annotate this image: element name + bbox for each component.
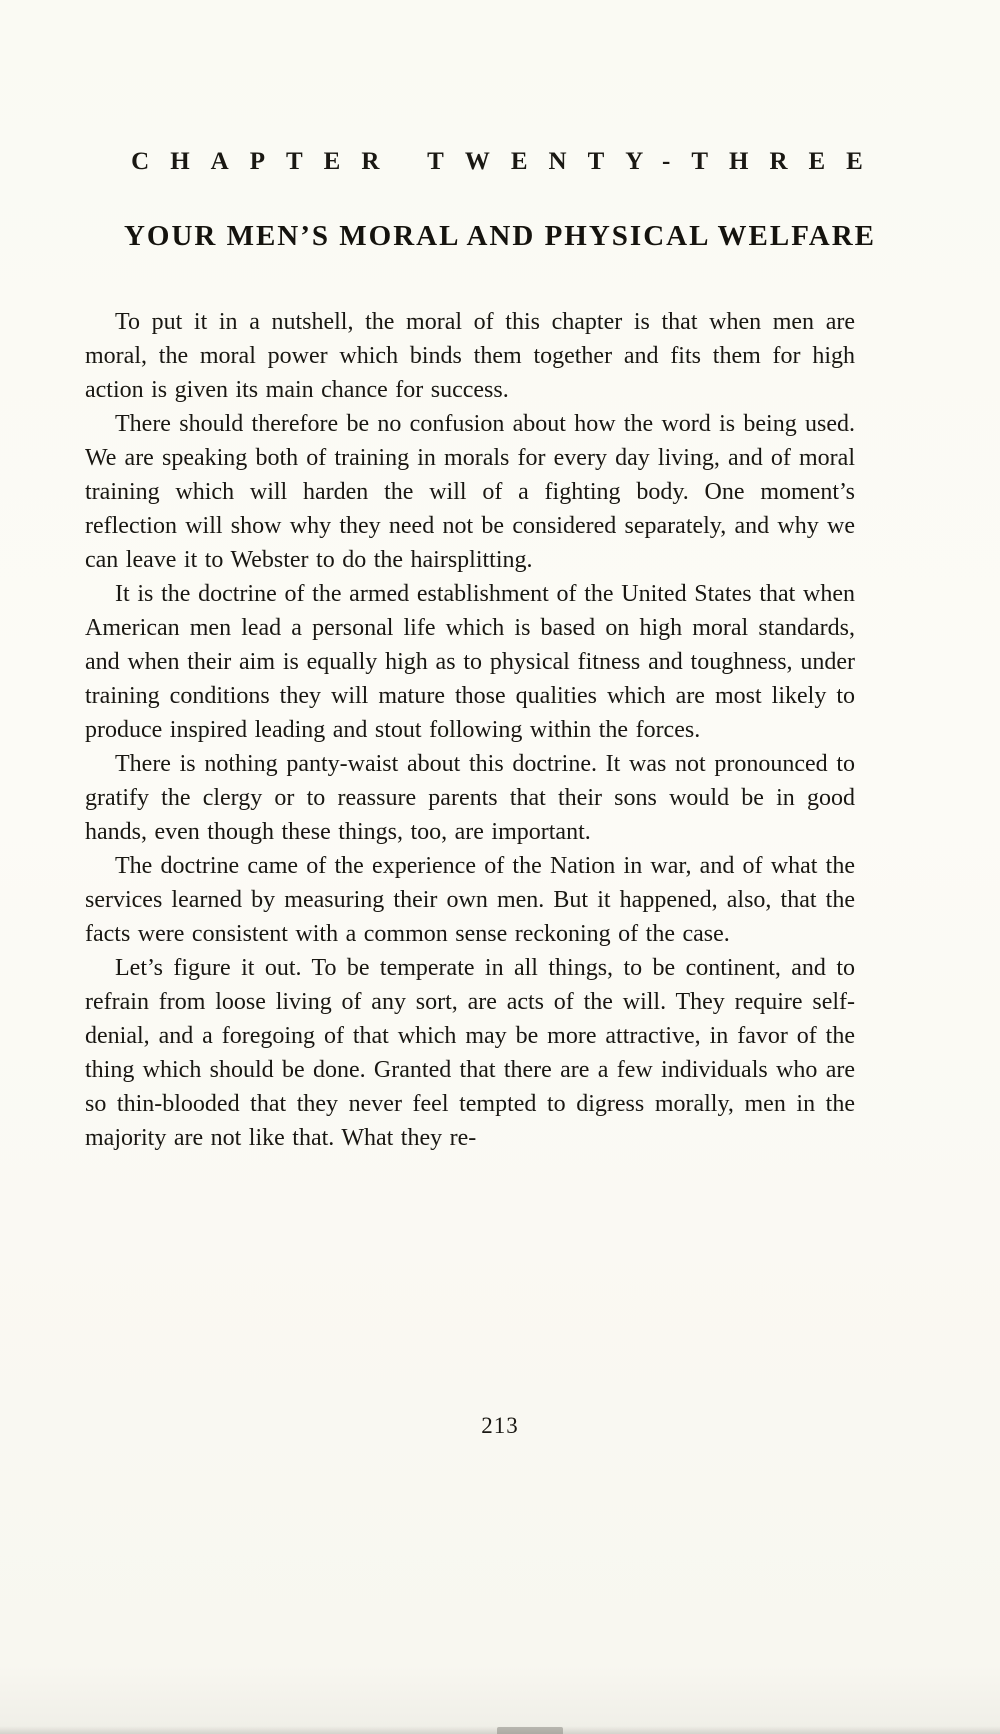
paragraph-2: There should therefore be no confusion about how the word is being used. We are speaking both of training in morals for every day living, and of moral training which will harden the will of a fighting body. One moment’s reflection will show why they need not be considered separately, and why we can leave it to Webster to do the hairsplitting. xyxy=(85,411,855,573)
paragraph-4: There is nothing panty-waist about this doctrine. It was not pronounced to gratify the clergy or to reassure parents that their sons would be in good hands, even though these things, too, are important. xyxy=(85,751,855,845)
page-number: 213 xyxy=(481,1413,519,1438)
page-title: YOUR MEN’S MORAL AND PHYSICAL WELFARE xyxy=(123,220,877,252)
scan-artifact xyxy=(497,1727,563,1734)
paragraph-6: Let’s figure it out. To be temperate in all things, to be continent, and to refrain from loose living of any sort, are acts of the will. They require self-denial, and a foregoing of that which may be more attractive, in favor of the thing which should be done. Granted that there are a few individuals who are so thin-blooded that they never feel tempted to digress morally, men in the majority are not like that. What they re- xyxy=(85,955,855,1151)
body-text xyxy=(85,305,855,1155)
scan-edge-shadow xyxy=(0,1726,1000,1734)
paragraph-1: To put it in a nutshell, the moral of this chapter is that when men are moral, the moral power which binds them together and fits them for high action is given its main chance for success. xyxy=(85,309,855,403)
paragraph-3: It is the doctrine of the armed establishment of the United States that when American men lead a personal life which is based on high moral standards, and when their aim is equally high as to physical fitness and toughness, under training conditions they will mature those qualities which are most likely to produce inspired leading and stout following within the forces. xyxy=(85,581,855,743)
paragraph-5: The doctrine came of the experience of the Nation in war, and of what the services learned by measuring their own men. But it happened, also, that the facts were consistent with a common sense reckoning of the case. xyxy=(85,853,855,947)
chapter-header: CHAPTER TWENTY-THREE xyxy=(131,148,884,175)
